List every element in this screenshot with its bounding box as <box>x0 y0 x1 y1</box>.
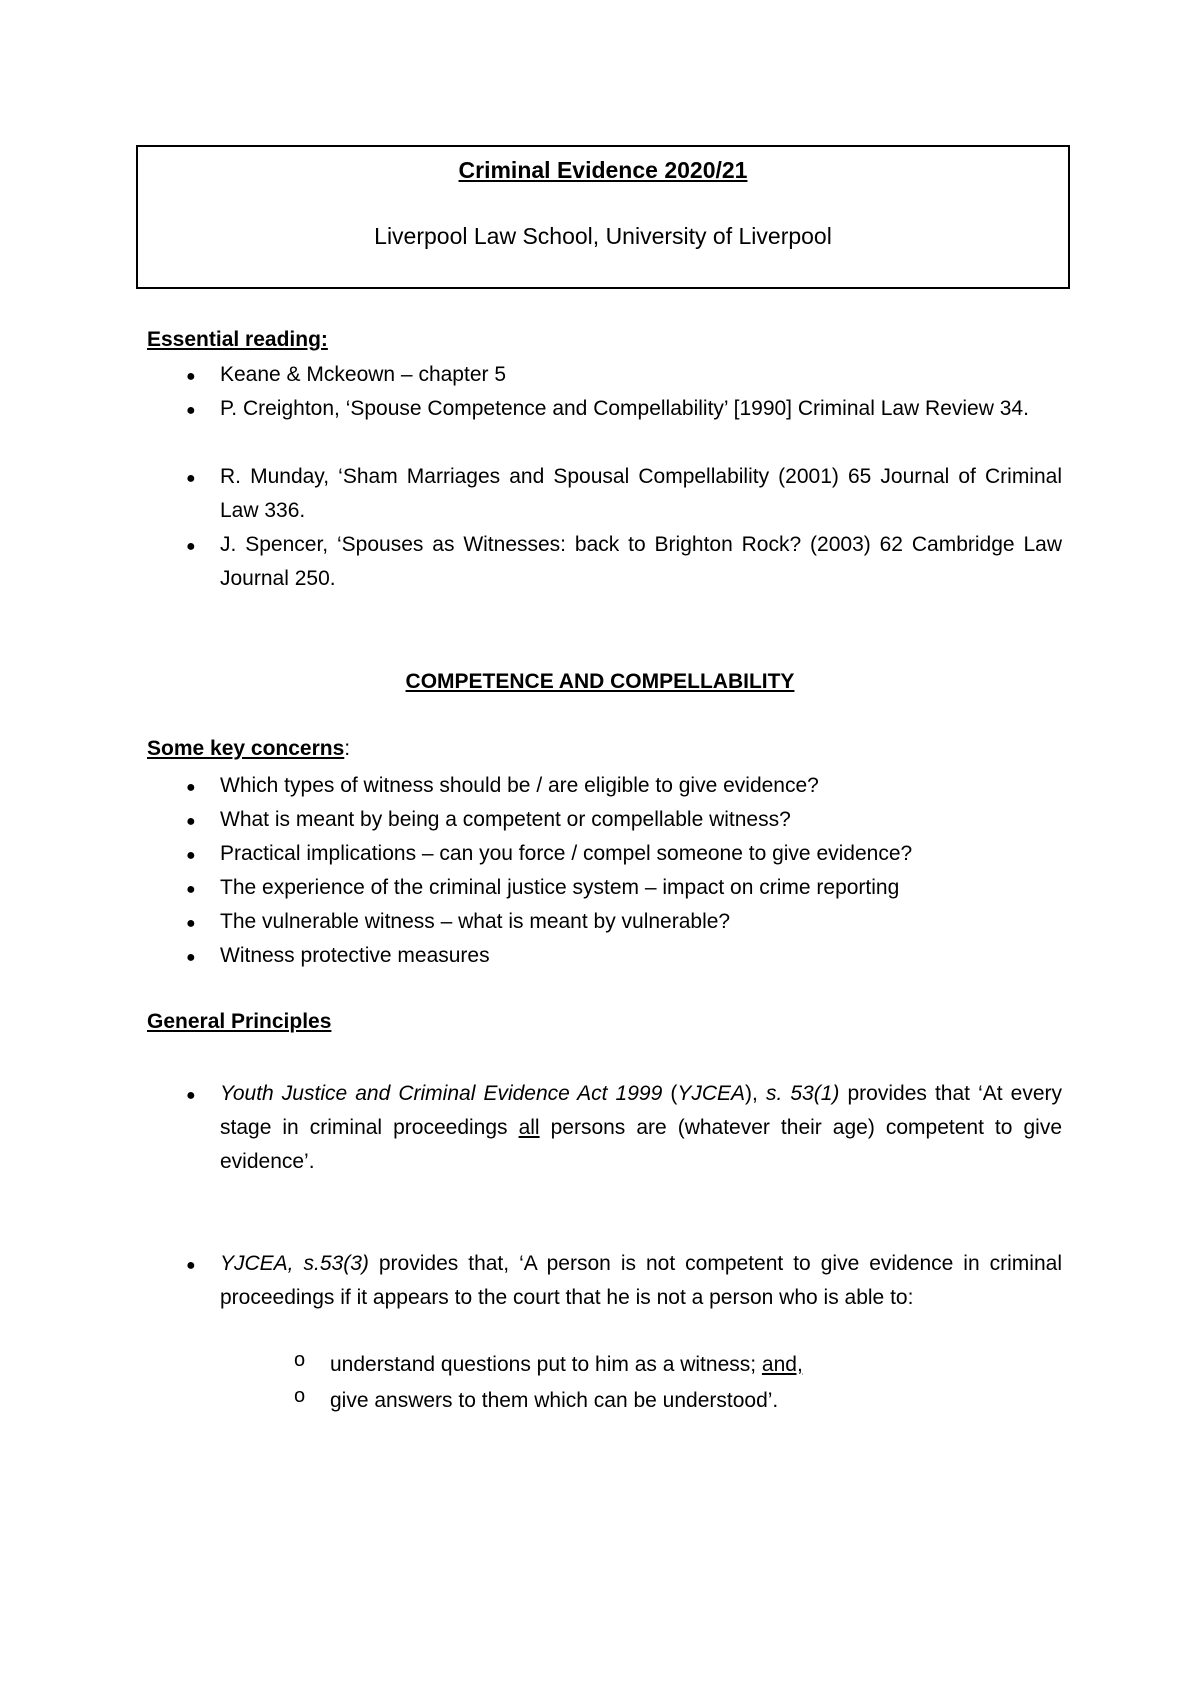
sub-item-text: understand questions put to him as a witness; <box>330 1353 762 1376</box>
bullet-icon: ● <box>186 1257 196 1274</box>
sub-item <box>330 1348 803 1382</box>
bullet-icon: ● <box>186 881 196 898</box>
sub-bullet-icon: o <box>294 1385 306 1407</box>
principle-text: provides that ‘At every stage in criminal proceedings <box>220 1082 1063 1139</box>
bullet-icon: ● <box>186 538 196 555</box>
bullet-icon: ● <box>186 847 196 864</box>
key-concerns-colon: : <box>344 737 351 760</box>
concern-item: Which types of witness should be / are eligible to give evidence? <box>220 774 819 797</box>
concern-item: The experience of the criminal justice system – impact on crime reporting <box>220 876 900 899</box>
paren-close: ), <box>745 1082 766 1105</box>
act-abbr: YJCEA <box>677 1082 746 1105</box>
reading-item: Keane & Mckeown – chapter 5 <box>220 363 507 386</box>
essential-reading-heading: Essential reading: <box>147 328 328 351</box>
concern-item: Practical implications – can you force / compel someone to give evidence? <box>220 842 913 865</box>
principle-paragraph-1 <box>220 1077 1062 1179</box>
sub-item: give answers to them which can be understood’. <box>330 1389 779 1412</box>
header-box <box>136 145 1070 289</box>
section-ref: YJCEA, s.53(3) <box>220 1252 369 1275</box>
reading-item: J. Spencer, ‘Spouses as Witnesses: back to Brighton Rock? (2003) 62 Cambridge Law Journal 250. <box>220 533 1062 590</box>
bullet-icon: ● <box>186 813 196 830</box>
key-concerns-heading: Some key concerns <box>147 737 345 760</box>
act-name: Youth Justice and Criminal Evidence Act 1999 <box>220 1082 663 1105</box>
section-ref: s. 53(1) <box>765 1082 840 1105</box>
bullet-icon: ● <box>186 368 196 385</box>
principle-text: provides that, ‘A person is not competent to give evidence in criminal proceedings if it appears to the court that he is not a person who is able to: <box>220 1252 1062 1309</box>
document-title: Criminal Evidence 2020/21 <box>458 157 748 183</box>
concern-item: Witness protective measures <box>220 944 490 967</box>
general-principles-heading: General Principles <box>147 1010 332 1033</box>
key-concerns-heading-wrap <box>147 737 350 761</box>
bullet-icon: ● <box>186 779 196 796</box>
sub-bullet-icon: o <box>294 1349 306 1371</box>
paren-open: ( <box>662 1082 678 1105</box>
document-subtitle: Liverpool Law School, University of Liverpool <box>374 223 832 249</box>
bullet-icon: ● <box>186 1087 196 1104</box>
concern-item: The vulnerable witness – what is meant by vulnerable? <box>220 910 731 933</box>
bullet-icon: ● <box>186 470 196 487</box>
principle-paragraph-2 <box>220 1247 1062 1315</box>
and-word: and, <box>761 1353 803 1376</box>
principle-text: persons are (whatever their age) competent to give evidence’. <box>220 1116 1062 1173</box>
bullet-icon: ● <box>186 915 196 932</box>
reading-item: R. Munday, ‘Sham Marriages and Spousal Compellability (2001) 65 Journal of Criminal Law 336. <box>220 465 1062 522</box>
all-word: all <box>518 1116 540 1139</box>
bullet-icon: ● <box>186 949 196 966</box>
bullet-icon: ● <box>186 402 196 419</box>
section-main-heading: COMPETENCE AND COMPELLABILITY <box>405 670 795 693</box>
reading-item: P. Creighton, ‘Spouse Competence and Compellability’ [1990] Criminal Law Review 34. <box>220 397 1029 420</box>
concern-item: What is meant by being a competent or compellable witness? <box>220 808 791 831</box>
